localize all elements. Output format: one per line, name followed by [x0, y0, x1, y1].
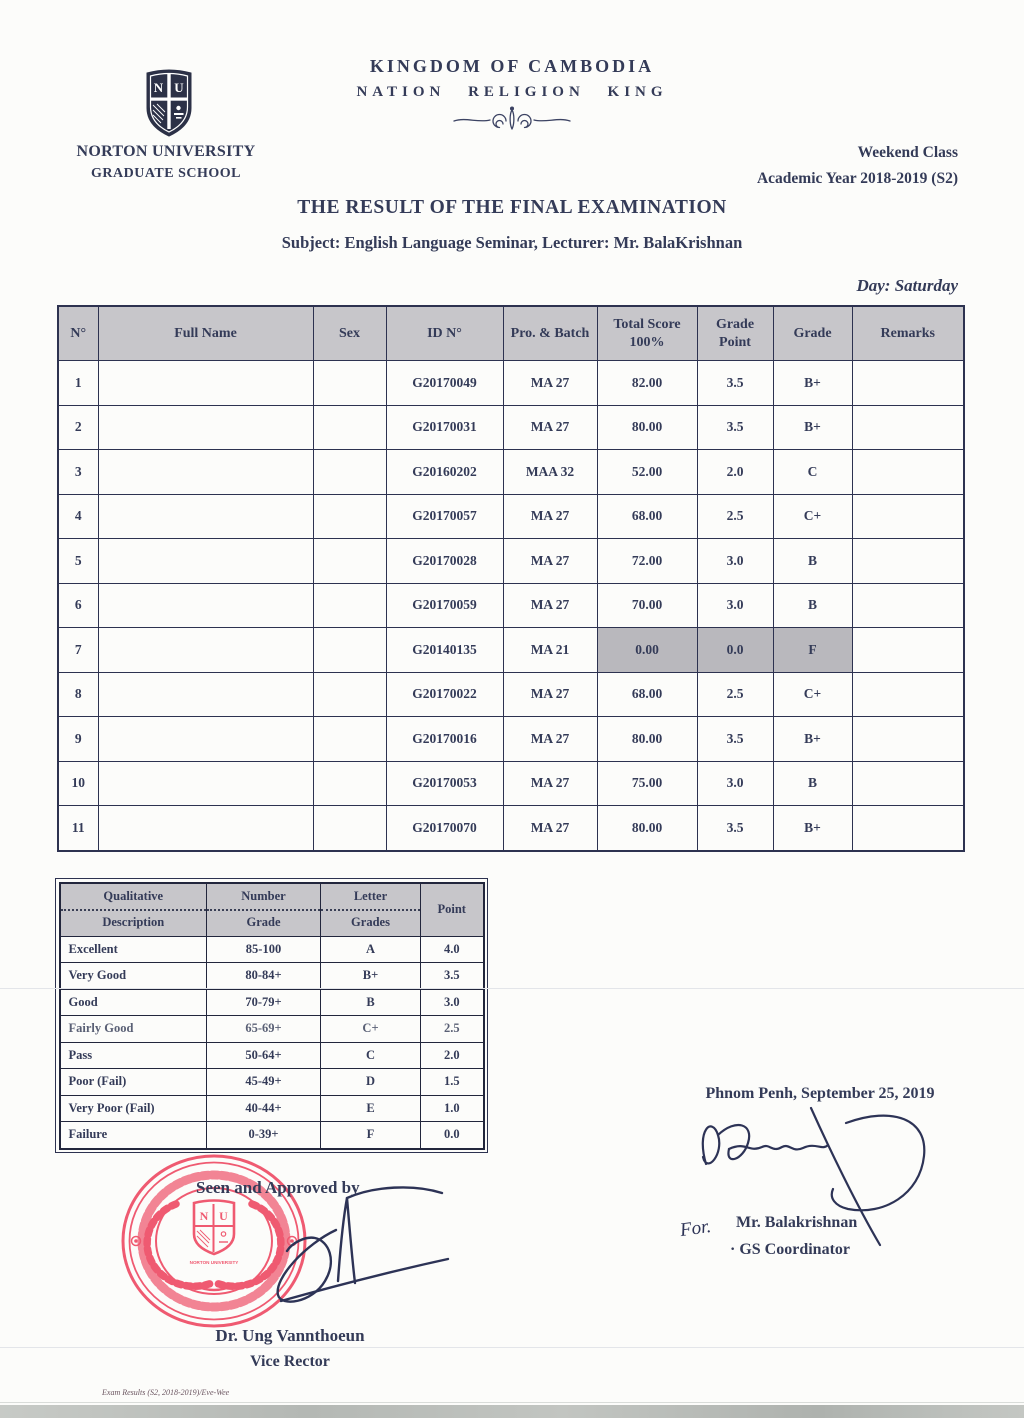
- stamp-center-text: NORTON UNIVERSITY: [189, 1260, 239, 1265]
- cell-name: [98, 806, 313, 851]
- cell-score: 68.00: [597, 494, 697, 539]
- cell-id: G20140135: [386, 628, 503, 673]
- cell-n: 5: [58, 539, 98, 584]
- number-grade-cell: 70-79+: [207, 989, 321, 1016]
- grading-row: [60, 1016, 484, 1043]
- table-row: [58, 672, 964, 717]
- cell-grade: C+: [773, 672, 852, 717]
- day-label: Day: Saturday: [856, 276, 958, 295]
- national-motto: NATION RELIGION KING: [356, 84, 668, 100]
- cell-point: 3.5: [697, 717, 773, 762]
- cell-sex: [313, 361, 386, 406]
- cell-batch: MA 27: [503, 672, 597, 717]
- cell-batch: MA 27: [503, 583, 597, 628]
- cell-sex: [313, 450, 386, 495]
- cell-score-highlighted: 0.00: [597, 628, 697, 673]
- cell-n: 10: [58, 761, 98, 806]
- cell-remarks: [852, 761, 964, 806]
- vice-rector-name: Dr. Ung Vannthoeun: [215, 1326, 365, 1345]
- cell-score: 52.00: [597, 450, 697, 495]
- grading-row: [60, 989, 484, 1016]
- point-cell: 2.5: [421, 1016, 484, 1043]
- cell-name: [98, 361, 313, 406]
- cell-id: G20170016: [386, 717, 503, 762]
- svg-text:N: N: [153, 80, 164, 95]
- cell-remarks: [852, 539, 964, 584]
- cell-point-highlighted: 0.0: [697, 628, 773, 673]
- cell-id: G20170059: [386, 583, 503, 628]
- cell-n: 9: [58, 717, 98, 762]
- cell-n: 4: [58, 494, 98, 539]
- col-grade-point-line1: Grade: [715, 317, 755, 332]
- kingdom-heading: KINGDOM OF CAMBODIA: [369, 56, 655, 76]
- cell-grade: B+: [773, 806, 852, 851]
- qualitative-cell: Very Good: [60, 963, 207, 990]
- letter-grade-cell: B+: [321, 963, 421, 990]
- table-row: [58, 494, 964, 539]
- cell-grade: B: [773, 761, 852, 806]
- cell-grade: B: [773, 583, 852, 628]
- cell-sex: [313, 539, 386, 584]
- col-point: Point: [421, 883, 484, 937]
- table-row: [58, 405, 964, 450]
- vice-rector-title: Vice Rector: [250, 1353, 330, 1370]
- cell-batch: MA 27: [503, 405, 597, 450]
- cell-remarks: [852, 450, 964, 495]
- cell-name: [98, 717, 313, 762]
- cell-name: [98, 405, 313, 450]
- grading-header-row: [60, 883, 484, 937]
- cell-score: 75.00: [597, 761, 697, 806]
- letter-grade-cell: B: [321, 989, 421, 1016]
- for-handwritten-note: For.: [678, 1215, 713, 1242]
- col-sex: Sex: [313, 306, 386, 361]
- cell-score: 72.00: [597, 539, 697, 584]
- col-total-score: [597, 306, 697, 361]
- cell-n: 2: [58, 405, 98, 450]
- cell-n: 7: [58, 628, 98, 673]
- academic-year: Academic Year 2018-2019 (S2): [756, 170, 958, 187]
- cell-name: [98, 539, 313, 584]
- grading-scale-container: [55, 878, 488, 1153]
- cell-grade: C+: [773, 494, 852, 539]
- cell-name: [98, 494, 313, 539]
- col-grade-point: [697, 306, 773, 361]
- cell-id: G20170031: [386, 405, 503, 450]
- letter-grade-cell: C: [321, 1042, 421, 1069]
- qualitative-cell: Excellent: [60, 936, 207, 963]
- cell-grade-highlighted: F: [773, 628, 852, 673]
- cell-batch: MA 27: [503, 761, 597, 806]
- coordinator-name: Mr. Balakrishnan: [736, 1214, 858, 1231]
- grading-row: [60, 963, 484, 990]
- cell-id: G20170022: [386, 672, 503, 717]
- number-grade-cell: 0-39+: [207, 1122, 321, 1149]
- number-grade-cell: 80-84+: [207, 963, 321, 990]
- cell-grade: C: [773, 450, 852, 495]
- class-type: Weekend Class: [857, 144, 958, 161]
- cell-batch: MA 27: [503, 539, 597, 584]
- cell-batch: MA 27: [503, 717, 597, 762]
- cell-remarks: [852, 628, 964, 673]
- qualitative-cell: Failure: [60, 1122, 207, 1149]
- coordinator-signature: [676, 1100, 961, 1257]
- grading-row: [60, 1042, 484, 1069]
- cell-name: [98, 761, 313, 806]
- point-cell: 4.0: [421, 936, 484, 963]
- ornament-divider-icon: [452, 106, 572, 137]
- letter-grade-cell: E: [321, 1095, 421, 1122]
- cell-score: 82.00: [597, 361, 697, 406]
- scan-page-edge: [0, 1405, 1024, 1418]
- cell-point: 2.0: [697, 450, 773, 495]
- place-and-date: Phnom Penh, September 25, 2019: [705, 1085, 935, 1102]
- cell-name: [98, 450, 313, 495]
- cell-point: 3.0: [697, 761, 773, 806]
- col-full-name: Full Name: [98, 306, 313, 361]
- col-qualitative-description: [60, 883, 207, 937]
- point-cell: 3.5: [421, 963, 484, 990]
- results-header-row: [58, 306, 964, 361]
- cell-remarks: [852, 583, 964, 628]
- cell-batch: MA 27: [503, 806, 597, 851]
- table-row: [58, 450, 964, 495]
- qualitative-cell: Good: [60, 989, 207, 1016]
- cell-sex: [313, 405, 386, 450]
- point-cell: 1.0: [421, 1095, 484, 1122]
- col-letter-grades: [321, 883, 421, 937]
- coordinator-title: · GS Coordinator: [730, 1241, 851, 1258]
- cell-remarks: [852, 806, 964, 851]
- col-id: ID N°: [386, 306, 503, 361]
- grading-row: [60, 1122, 484, 1149]
- qualitative-label: Qualitative: [61, 885, 207, 911]
- cell-remarks: [852, 361, 964, 406]
- school-name: GRADUATE SCHOOL: [91, 166, 241, 181]
- document-footer-reference: Exam Results (S2, 2018-2019)/Eve-Wee: [102, 1388, 230, 1397]
- col-grade: Grade: [773, 306, 852, 361]
- cell-id: G20170053: [386, 761, 503, 806]
- cell-batch: MAA 32: [503, 450, 597, 495]
- col-remarks: Remarks: [852, 306, 964, 361]
- cell-name: [98, 628, 313, 673]
- grading-row: [60, 936, 484, 963]
- cell-score: 70.00: [597, 583, 697, 628]
- grading-row: [60, 1069, 484, 1096]
- cell-remarks: [852, 672, 964, 717]
- number-grade-cell: 65-69+: [207, 1016, 321, 1043]
- cell-id: G20170057: [386, 494, 503, 539]
- cell-sex: [313, 717, 386, 762]
- table-row: [58, 761, 964, 806]
- cell-id: G20160202: [386, 450, 503, 495]
- cell-score: 80.00: [597, 717, 697, 762]
- col-total-score-line2: 100%: [629, 334, 665, 350]
- qualitative-cell: Very Poor (Fail): [60, 1095, 207, 1122]
- cell-grade: B+: [773, 405, 852, 450]
- letter-grade-cell: A: [321, 936, 421, 963]
- scan-artifact-line: [0, 1347, 1024, 1348]
- cell-remarks: [852, 405, 964, 450]
- table-row: [58, 583, 964, 628]
- col-grade-point-line2: Point: [719, 334, 751, 350]
- cell-n: 11: [58, 806, 98, 851]
- cell-id: G20170028: [386, 539, 503, 584]
- table-row: [58, 539, 964, 584]
- number-grade-cell: 85-100: [207, 936, 321, 963]
- col-n: N°: [58, 306, 98, 361]
- cell-batch: MA 21: [503, 628, 597, 673]
- grading-scale-table: [59, 882, 485, 1150]
- col-number-grade: [207, 883, 321, 937]
- grades-label: Grades: [351, 914, 390, 929]
- letter-grade-cell: D: [321, 1069, 421, 1096]
- col-batch: Pro. & Batch: [503, 306, 597, 361]
- table-row: [58, 361, 964, 406]
- cell-n: 3: [58, 450, 98, 495]
- description-label: Description: [102, 914, 165, 929]
- cell-point: 3.0: [697, 539, 773, 584]
- cell-remarks: [852, 717, 964, 762]
- cell-point: 3.5: [697, 806, 773, 851]
- point-cell: 1.5: [421, 1069, 484, 1096]
- number-grade-cell: 50-64+: [207, 1042, 321, 1069]
- cell-n: 8: [58, 672, 98, 717]
- cell-n: 1: [58, 361, 98, 406]
- number-label: Number: [207, 885, 320, 911]
- qualitative-cell: Fairly Good: [60, 1016, 207, 1043]
- cell-id: G20170049: [386, 361, 503, 406]
- cell-batch: MA 27: [503, 361, 597, 406]
- letter-grade-cell: F: [321, 1122, 421, 1149]
- svg-text:N: N: [199, 1209, 209, 1223]
- cell-id: G20170070: [386, 806, 503, 851]
- point-cell: 3.0: [421, 989, 484, 1016]
- cell-sex: [313, 672, 386, 717]
- cell-grade: B+: [773, 361, 852, 406]
- results-table: [57, 305, 965, 852]
- vice-rector-signature: [188, 1182, 458, 1322]
- point-cell: 2.0: [421, 1042, 484, 1069]
- svg-text:U: U: [219, 1209, 228, 1223]
- university-name: NORTON UNIVERSITY: [76, 143, 256, 160]
- point-cell: 0.0: [421, 1122, 484, 1149]
- cell-remarks: [852, 494, 964, 539]
- letter-label: Letter: [321, 885, 420, 911]
- scan-artifact-line: [0, 1402, 1024, 1403]
- cell-n: 6: [58, 583, 98, 628]
- number-grade-cell: 40-44+: [207, 1095, 321, 1122]
- cell-name: [98, 672, 313, 717]
- cell-point: 2.5: [697, 494, 773, 539]
- qualitative-cell: Pass: [60, 1042, 207, 1069]
- grade-label: Grade: [246, 914, 281, 929]
- subject-line: Subject: English Language Seminar, Lecturer: Mr. BalaKrishnan: [281, 233, 743, 252]
- scan-artifact-line: [0, 988, 1024, 989]
- cell-sex: [313, 628, 386, 673]
- cell-grade: B: [773, 539, 852, 584]
- approval-caption: Seen and Approved by: [196, 1178, 360, 1197]
- qualitative-cell: Poor (Fail): [60, 1069, 207, 1096]
- cell-point: 3.0: [697, 583, 773, 628]
- cell-name: [98, 583, 313, 628]
- grading-row: [60, 1095, 484, 1122]
- table-row: [58, 717, 964, 762]
- cell-score: 80.00: [597, 806, 697, 851]
- table-row: [58, 806, 964, 851]
- cell-sex: [313, 761, 386, 806]
- norton-university-logo: [144, 66, 194, 143]
- cell-sex: [313, 494, 386, 539]
- cell-grade: B+: [773, 717, 852, 762]
- col-total-score-line1: Total Score: [613, 317, 681, 332]
- cell-point: 3.5: [697, 405, 773, 450]
- number-grade-cell: 45-49+: [207, 1069, 321, 1096]
- table-row-failed: [58, 628, 964, 673]
- cell-point: 2.5: [697, 672, 773, 717]
- cell-sex: [313, 806, 386, 851]
- cell-point: 3.5: [697, 361, 773, 406]
- cell-sex: [313, 583, 386, 628]
- cell-batch: MA 27: [503, 494, 597, 539]
- svg-text:U: U: [174, 80, 184, 95]
- document-title: THE RESULT OF THE FINAL EXAMINATION: [297, 197, 727, 218]
- cell-score: 68.00: [597, 672, 697, 717]
- letter-grade-cell: C+: [321, 1016, 421, 1043]
- cell-score: 80.00: [597, 405, 697, 450]
- results-table-container: [57, 305, 965, 852]
